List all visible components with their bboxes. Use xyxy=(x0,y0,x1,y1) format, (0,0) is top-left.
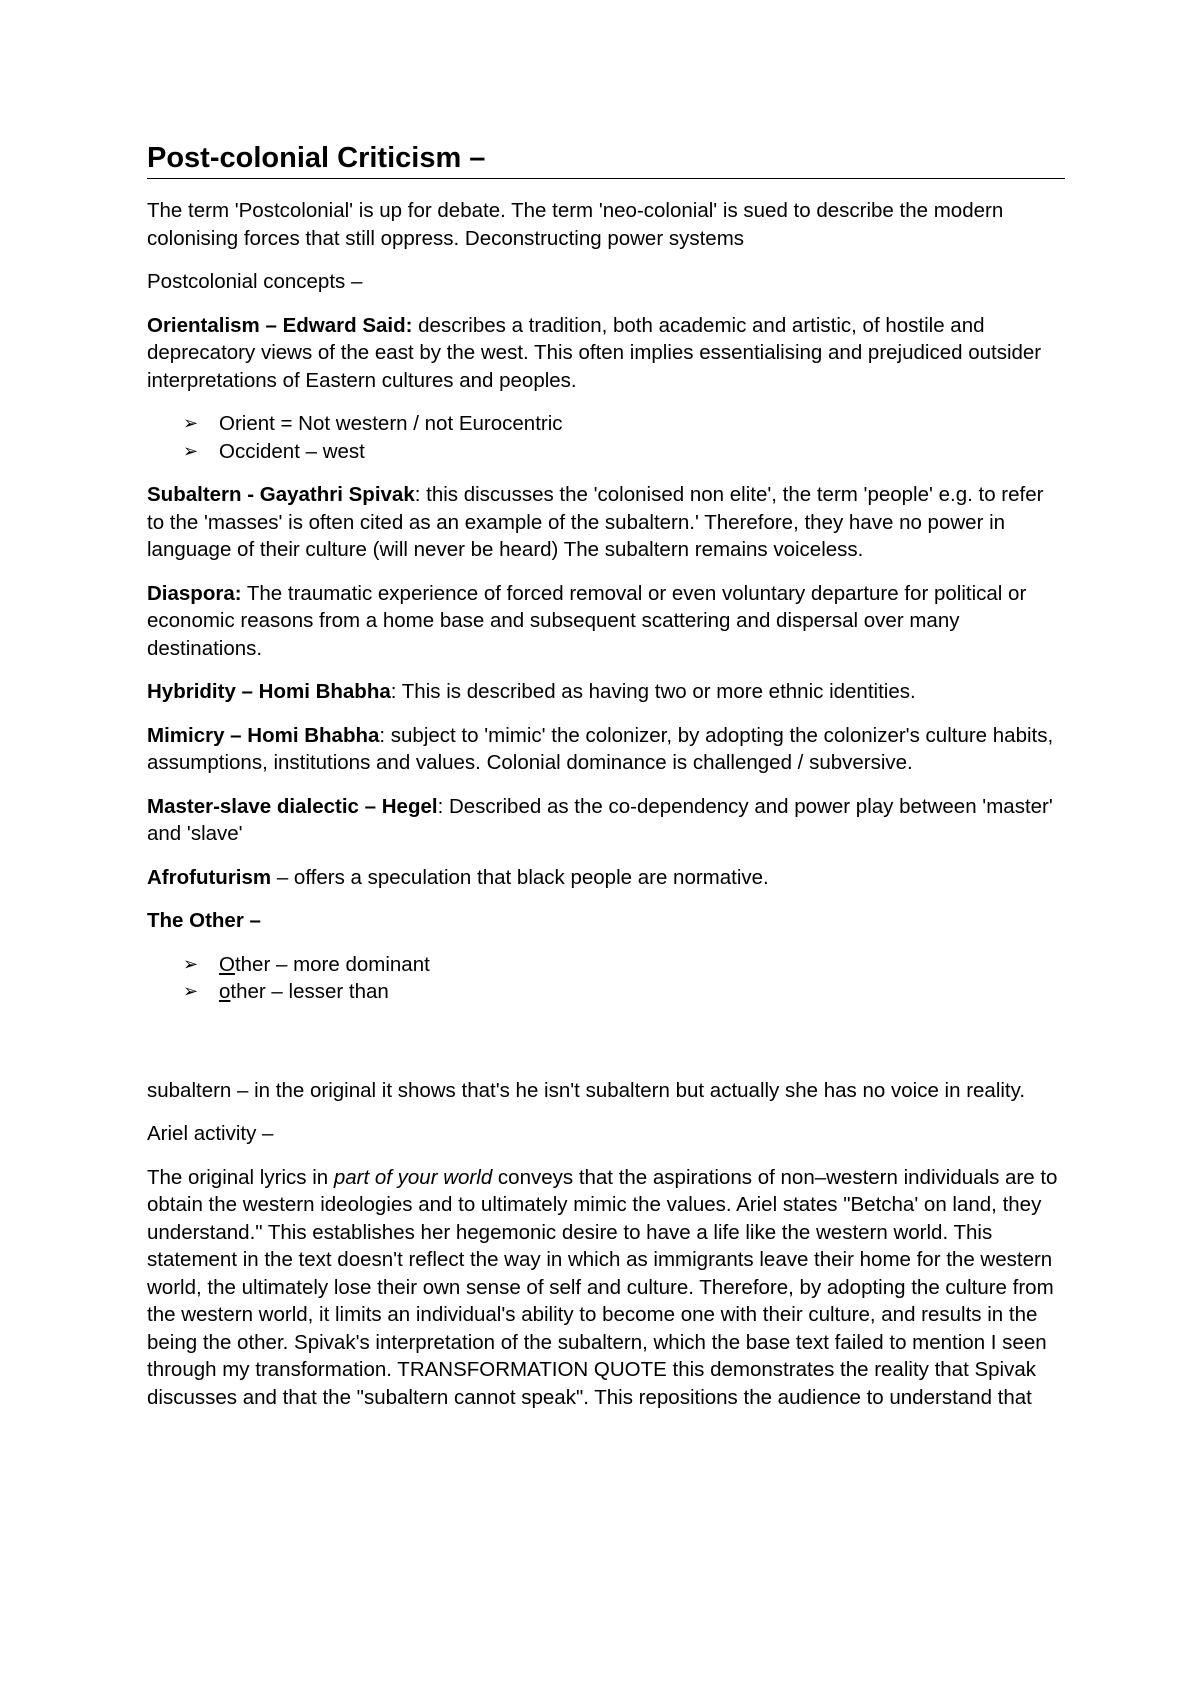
bullet-text: Orient = Not western / not Eurocentric xyxy=(219,412,563,435)
diaspora-paragraph xyxy=(147,580,1065,663)
arrow-bullet-icon: ➢ xyxy=(183,953,199,974)
list-item xyxy=(183,438,1065,466)
ariel-text-start: The original lyrics in xyxy=(147,1165,334,1189)
master-slave-text: : Described as the co-dependency and power play between 'master' and 'slave' xyxy=(147,794,1053,845)
afrofuturism-paragraph xyxy=(147,864,1065,892)
bullet-text: Occident – west xyxy=(219,439,365,463)
orient-bullet-list xyxy=(147,410,1065,465)
arrow-bullet-icon: ➢ xyxy=(183,981,199,1001)
arrow-bullet-icon: ➢ xyxy=(183,413,199,433)
document-page xyxy=(147,140,1065,1427)
orientalism-text: describes a tradition, both academic and artistic, of hostile and deprecatory views of the east by the west. This often implies essentialising and prejudiced outsider interpretations of Eastern cultures and peoples. xyxy=(147,313,1042,392)
orientalism-paragraph xyxy=(147,312,1065,395)
ariel-song-title: part of your world xyxy=(333,1165,493,1189)
diaspora-text: The traumatic experience of forced removal or even voluntary departure for political or economic reasons from a home base and subsequent scattering and dispersal over many destinations. xyxy=(147,581,1027,660)
ariel-heading: Ariel activity – xyxy=(147,1122,274,1145)
other-bullet-list xyxy=(147,951,1065,1006)
list-item xyxy=(183,951,1065,979)
afrofuturism-text: – offers a speculation that black people are normative. xyxy=(271,865,769,889)
ariel-paragraph xyxy=(147,1164,1065,1412)
subaltern-text: : this discusses the 'colonised non elite', the term 'people' e.g. to refer to the 'masses' is often cited as an example of the subaltern.' Therefore, they have no power in language of their culture (will never be heard) The subaltern remains voiceless. xyxy=(147,483,1044,561)
mimicry-text: : subject to 'mimic' the colonizer, by adopting the colonizer's culture habits, assumptions, institutions and values. Colonial dominance is challenged / subversive. xyxy=(147,723,1054,774)
bullet-first-letter: o xyxy=(219,980,231,1003)
page-title: Post-colonial Criticism – xyxy=(147,140,1065,179)
diaspora-term: Diaspora: xyxy=(147,581,242,605)
orientalism-term: Orientalism – Edward Said: xyxy=(147,313,413,337)
hybridity-text: : This is described as having two or more ethnic identities. xyxy=(390,680,916,703)
subaltern-paragraph xyxy=(147,481,1065,564)
master-slave-term: Master-slave dialectic – Hegel xyxy=(147,794,438,818)
concepts-heading: Postcolonial concepts – xyxy=(147,270,363,293)
afrofuturism-term: Afrofuturism xyxy=(147,865,272,889)
bullet-text: ther – lesser than xyxy=(230,980,389,1003)
mimicry-term: Mimicry – Homi Bhabha xyxy=(147,723,380,747)
list-item xyxy=(183,410,1065,438)
master-slave-paragraph xyxy=(147,793,1065,848)
hybridity-paragraph xyxy=(147,678,1065,706)
bullet-text: ther – more dominant xyxy=(234,952,430,976)
list-item xyxy=(183,978,1065,1006)
mimicry-paragraph xyxy=(147,722,1065,777)
subaltern-term: Subaltern - Gayathri Spivak xyxy=(147,483,415,506)
intro-paragraph: The term 'Postcolonial' is up for debate. The term 'neo-colonial' is sued to describe the modern colonising forces that still oppress. Deconstructing power systems xyxy=(147,199,1004,250)
arrow-bullet-icon: ➢ xyxy=(183,440,199,461)
other-heading: The Other – xyxy=(147,909,261,932)
bullet-first-letter: O xyxy=(219,952,235,976)
subaltern-note-paragraph: subaltern – in the original it shows that's he isn't subaltern but actually she has no voice in reality. xyxy=(147,1078,1026,1102)
blank-space xyxy=(147,1022,1065,1077)
ariel-text-body: conveys that the aspirations of non–western individuals are to obtain the western ideologies and to ultimately mimic the values. Ariel states "Betcha' on land, they understand." This establishes her hegemonic desire to have a life like the western world. This statement in the text doesn't reflect the way in which as immigrants leave their home for the western world, the ultimately lose their own sense of self and culture. Therefore, by adopting the culture from the western world, it limits an individual's ability to become one with their culture, and results in the being the other. Spivak's interpretation of the subaltern, which the base text failed to mention I seen through my transformation. TRANSFORMATION QUOTE this demonstrates the reality that Spivak discusses and that the "subaltern cannot speak". This repositions the audience to understand that xyxy=(147,1165,1058,1409)
hybridity-term: Hybridity – Homi Bhabha xyxy=(147,680,391,703)
